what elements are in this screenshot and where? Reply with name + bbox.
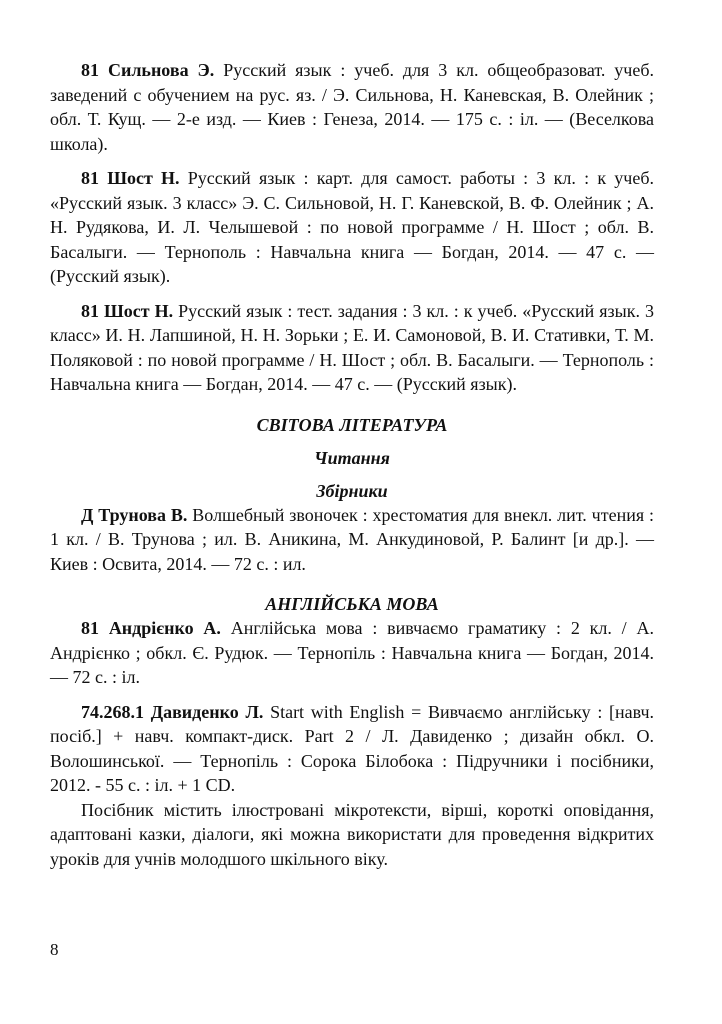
entry-text: Русский язык : тест. задания : 3 кл. : к учеб. «Русский язык. 3 класс» И. Н. Лапшиной, Н. Н. Зорьки ; Е. И. Самоновой, В. И. Стативки, Т. М. Поляковой : по новой программе / Н. Шост ; обл. В. Басалыги. — Тернополь : Навчальна книга — Богдан, 2014. — 47 с. — (Русский язык). [50, 300, 654, 394]
entry-code: 81 [81, 168, 99, 188]
bibliography-entry [50, 616, 654, 690]
bibliography-entry [50, 58, 654, 156]
entry-text: Англійська мова : вивчаємо граматику : 2 кл. / А. Андрієнко ; обкл. Є. Рудюк. — Тернопіль : Навчальна книга — Богдан, 2014. — 72 с. : іл. [50, 618, 654, 687]
entry-code: 81 [81, 618, 99, 638]
entry-code: 81 [81, 60, 99, 80]
entry-text: Start with English = Вивчаємо англійську : [навч. посіб.] + навч. компакт-диск. Part 2 / Л. Давиденко ; дизайн обкл. О. Волошинської. — Тернопіль : Сорока Білобока : Підручники і посібники, 2012. - 55 с. : іл. + 1 CD. [50, 701, 655, 795]
entry-text: Русский язык : карт. для самост. работы : 3 кл. : к учеб. «Русский язык. 3 класс» Э. С. Сильновой, Н. Г. Каневской, В. Ф. Олейник ; А. Н. Рудякова, И. Л. Челышевой : по новой программе / Н. Шост ; обл. В. Басалыги. — Тернополь : Навчальна книга — Богдан, 2014. — 47 с. — (Русский язык). [50, 168, 654, 286]
entry-author: Давиденко Л. [150, 701, 264, 722]
page-content [50, 58, 654, 871]
bibliography-entry [50, 503, 654, 577]
subsection-heading: Читання [314, 447, 390, 468]
entry-annotation: Посібник містить ілюстровані мікротексти, вірші, короткі оповідання, адаптовані казки, діалоги, які можна використати для проведення відкритих уроків для учнів молодшого шкільного віку. [50, 799, 654, 869]
bibliography-entry [50, 166, 654, 289]
entry-code: 74.268.1 [81, 701, 144, 722]
bibliography-entry [50, 299, 654, 397]
section-heading: АНГЛІЙСЬКА МОВА [265, 594, 439, 614]
subsection-heading: Збірники [316, 480, 388, 501]
entry-author: Трунова В. [98, 504, 188, 525]
entry-text: Волшебный звоночек : хрестоматия для внекл. лит. чтения : 1 кл. / В. Трунова ; ил. В. Аникина, М. Анкудиновой, Р. Балинт [и др.]. — Киев : Освита, 2014. — 72 с. : ил. [50, 504, 655, 574]
entry-author: Шост Н. [104, 300, 174, 321]
entry-author: Сильнова Э. [107, 60, 215, 80]
section-heading: СВІТОВА ЛІТЕРАТУРА [256, 414, 448, 435]
entry-text: Русский язык : учеб. для 3 кл. общеобразоват. учеб. заведений с обучением на рус. яз. / Э. Сильнова, Н. Каневская, В. Олейник ; обл. Т. Кущ. — 2-е изд. — Киев : Генеза, 2014. — 175 с. : іл. — (Веселкова школа). [50, 60, 655, 154]
entry-author: Шост Н. [107, 168, 180, 188]
entry-code: 81 [81, 300, 99, 321]
entry-code: Д [81, 504, 94, 525]
bibliography-entry [50, 700, 654, 798]
entry-author: Андрієнко А. [108, 618, 221, 638]
page-number: 8 [50, 940, 59, 959]
